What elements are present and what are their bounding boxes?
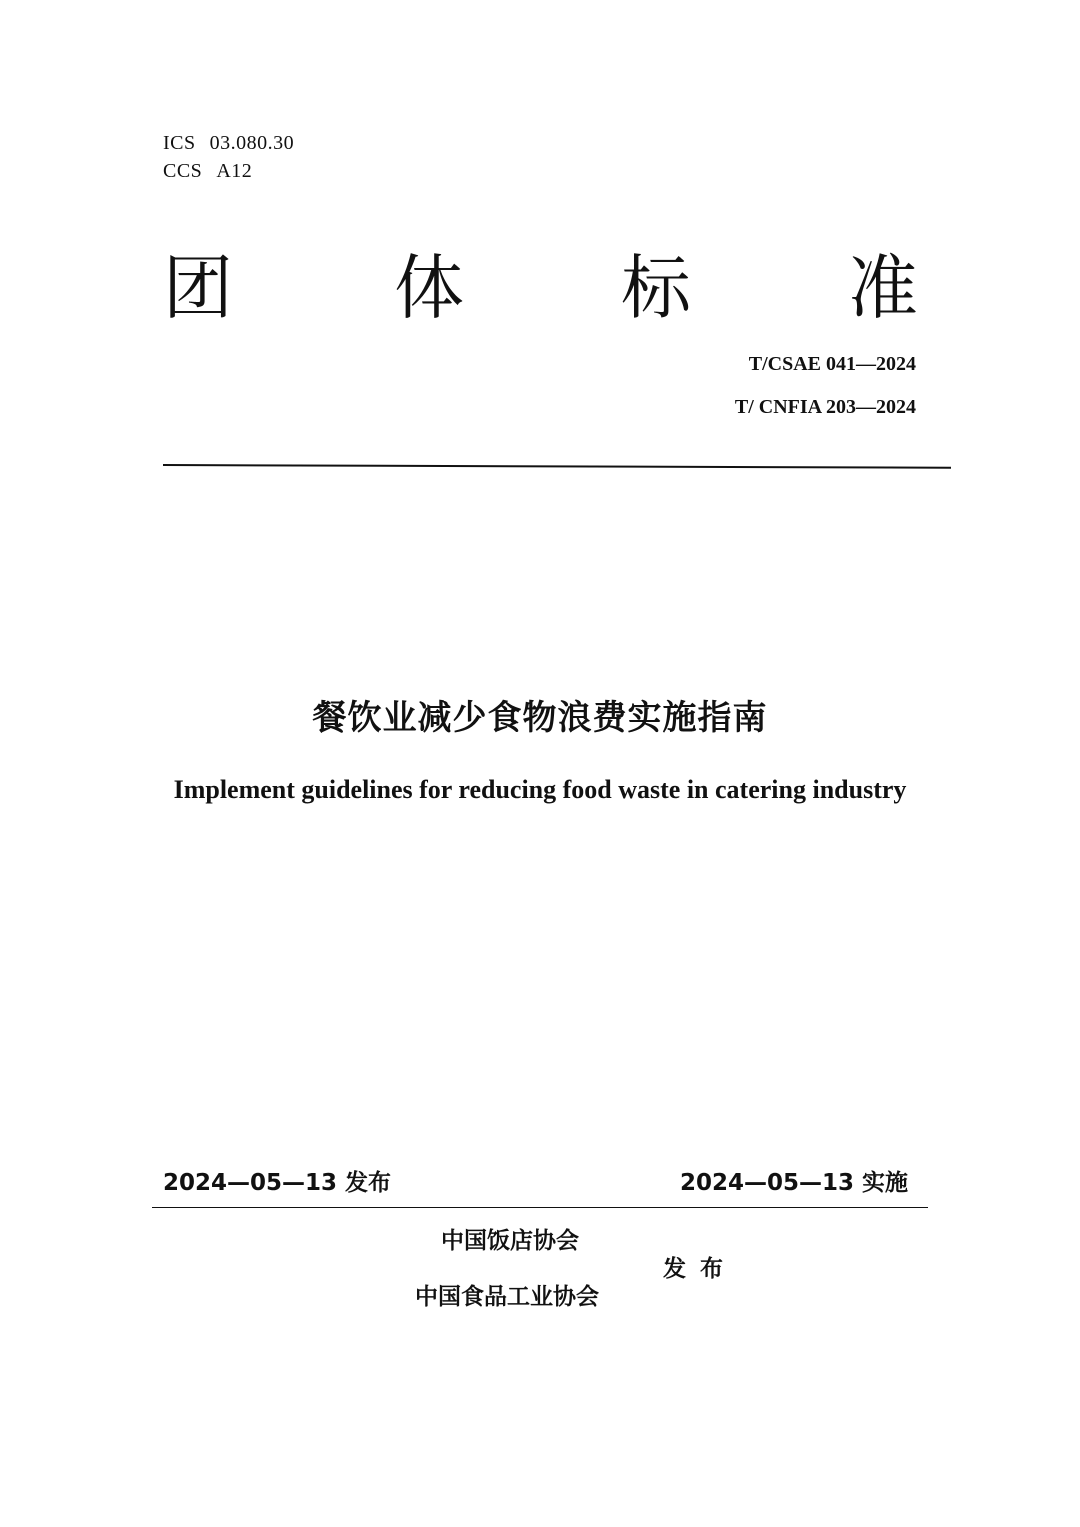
ics-classification — [163, 132, 294, 155]
document-title-english: Implement guidelines for reducing food waste in catering industry — [173, 775, 907, 804]
standard-type-char: 体 — [394, 247, 464, 329]
ics-label: ICS — [163, 132, 196, 154]
issue-date: 2024—05—13 发布 — [163, 1170, 392, 1196]
standard-code: T/CSAE 041—2024 — [748, 353, 916, 375]
ccs-value: A12 — [216, 160, 253, 182]
footer-divider — [152, 1207, 928, 1208]
header-divider — [163, 464, 951, 469]
implementation-date: 2024—05—13 实施 — [680, 1170, 909, 1196]
publisher-organization: 中国食品工业协会 — [415, 1284, 599, 1310]
standard-code: T/ CNFIA 203—2024 — [734, 396, 916, 418]
standard-type-char: 团 — [163, 247, 233, 329]
ccs-label: CCS — [163, 160, 203, 182]
ccs-classification — [163, 160, 252, 183]
document-title-chinese: 餐饮业减少食物浪费实施指南 — [312, 698, 768, 738]
standard-type-char: 准 — [848, 247, 918, 329]
publisher-organization: 中国饭店协会 — [441, 1228, 579, 1254]
standard-type-char: 标 — [621, 247, 691, 329]
ics-value: 03.080.30 — [209, 132, 295, 154]
publish-label: 发布 — [663, 1256, 737, 1282]
